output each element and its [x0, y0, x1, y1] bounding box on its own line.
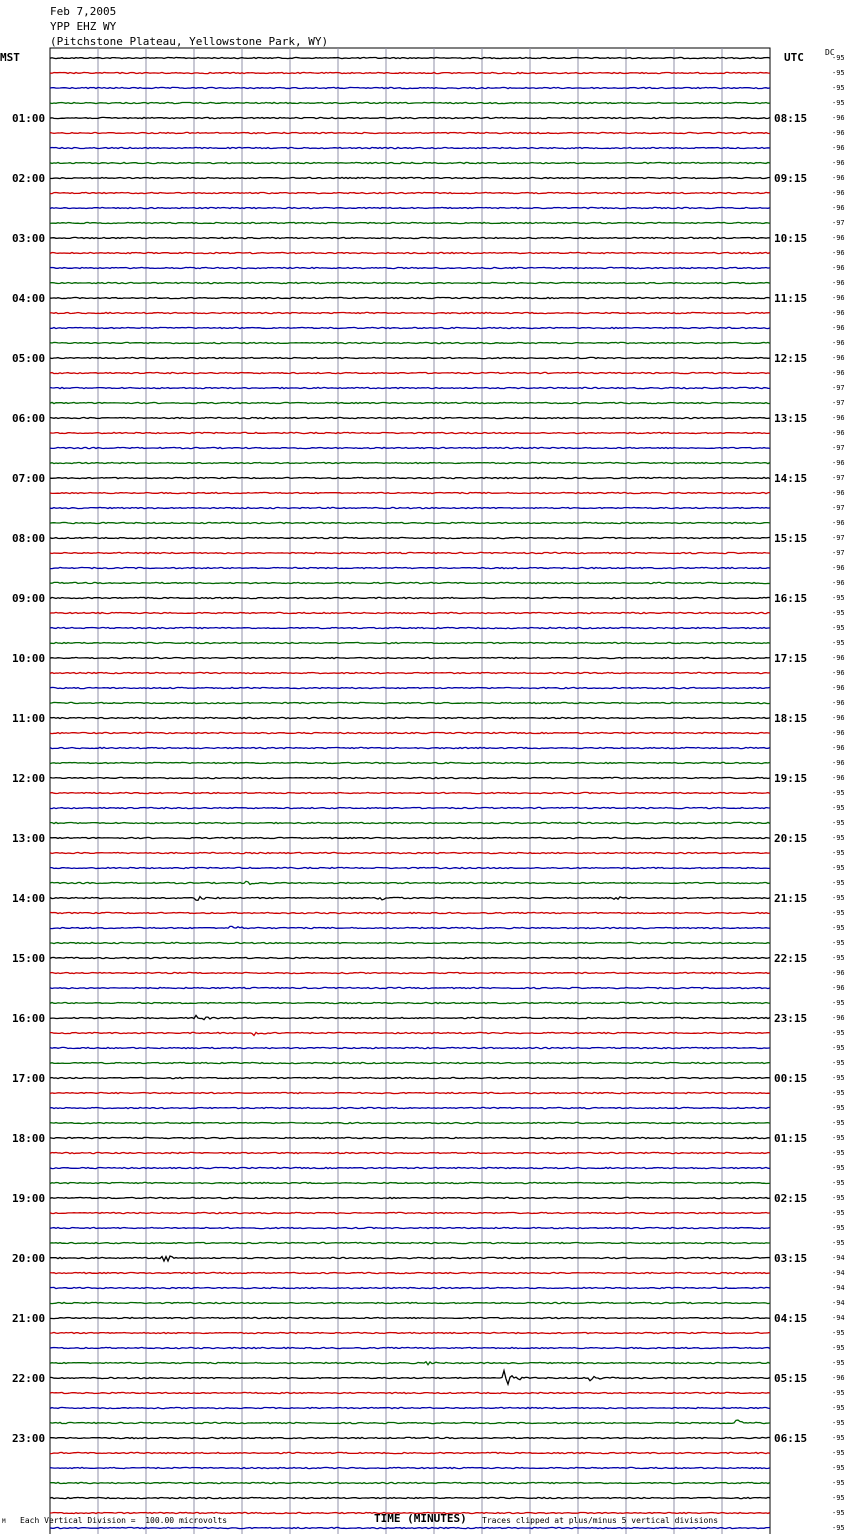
seismic-trace	[50, 357, 770, 358]
dc-offset-value: -96	[832, 969, 845, 977]
dc-offset-value: -96	[832, 654, 845, 662]
dc-offset-header: DC	[825, 48, 835, 57]
mst-hour-label: 01:00	[12, 112, 46, 125]
dc-offset-value: -95	[832, 999, 845, 1007]
dc-offset-value: -96	[832, 1374, 845, 1382]
dc-offset-value: -95	[832, 639, 845, 647]
utc-hour-label: 13:15	[774, 412, 808, 425]
seismic-trace	[50, 1467, 770, 1468]
dc-offset-value: -95	[832, 1494, 845, 1502]
utc-hour-label: 01:15	[774, 1132, 808, 1145]
utc-hour-label: 05:15	[774, 1372, 808, 1385]
utc-hour-label: 08:15	[774, 112, 808, 125]
dc-offset-value: -95	[832, 1464, 845, 1472]
dc-offset-value: -95	[832, 1479, 845, 1487]
seismic-trace	[50, 912, 770, 913]
utc-hour-label: 16:15	[774, 592, 808, 605]
mst-hour-label: 06:00	[12, 412, 46, 425]
dc-offset-value: -95	[832, 1509, 845, 1517]
seismic-trace	[50, 57, 770, 58]
utc-hour-label: 14:15	[774, 472, 808, 485]
seismic-trace	[50, 642, 770, 643]
seismic-trace	[50, 1256, 770, 1261]
seismic-trace	[50, 1167, 770, 1168]
mst-hour-label: 22:00	[12, 1372, 46, 1385]
utc-hour-label: 18:15	[774, 712, 808, 725]
dc-offset-value: -96	[832, 279, 845, 287]
dc-offset-value: -95	[832, 834, 845, 842]
dc-offset-value: -96	[832, 324, 845, 332]
dc-offset-value: -96	[832, 714, 845, 722]
dc-offset-value: -95	[832, 1149, 845, 1157]
plot-frame	[50, 48, 770, 1534]
dc-offset-value: -97	[832, 444, 845, 452]
mst-hour-label: 11:00	[12, 712, 46, 725]
seismic-trace	[50, 162, 770, 163]
seismic-trace	[50, 1077, 770, 1078]
dc-offset-value: -96	[832, 564, 845, 572]
dc-offset-value: -96	[832, 174, 845, 182]
dc-offset-value: -96	[832, 309, 845, 317]
dc-offset-value: -95	[832, 1359, 845, 1367]
seismic-trace	[50, 582, 770, 583]
dc-offset-value: -96	[832, 699, 845, 707]
dc-offset-value: -95	[832, 1029, 845, 1037]
dc-offset-value: -95	[832, 864, 845, 872]
seismic-trace	[50, 1242, 770, 1243]
dc-offset-value: -96	[832, 1014, 845, 1022]
seismic-trace	[50, 1332, 770, 1333]
seismic-trace	[50, 102, 770, 103]
mst-hour-label: 03:00	[12, 232, 46, 245]
seismic-trace	[50, 492, 770, 493]
dc-offset-value: -95	[832, 99, 845, 107]
seismic-trace	[50, 1122, 770, 1123]
dc-offset-value: -95	[832, 54, 845, 62]
seismic-trace	[50, 1452, 770, 1453]
seismic-trace	[50, 1347, 770, 1348]
dc-offset-value: -96	[832, 729, 845, 737]
dc-offset-value: -96	[832, 264, 845, 272]
dc-offset-value: -95	[832, 954, 845, 962]
mst-hour-label: 08:00	[12, 532, 46, 545]
dc-offset-value: -95	[832, 594, 845, 602]
seismic-trace	[50, 402, 770, 403]
right-timezone-label: UTC	[784, 51, 804, 64]
seismic-trace	[50, 1062, 770, 1063]
dc-offset-value: -95	[832, 1389, 845, 1397]
seismic-trace	[50, 792, 770, 793]
clip-note: Traces clipped at plus/minus 5 vertical divisions	[482, 1516, 719, 1525]
seismic-trace	[50, 1227, 770, 1228]
seismic-trace	[50, 447, 770, 448]
station-location: (Pitchstone Plateau, Yellowstone Park, WY)	[50, 35, 329, 48]
scale-note: Each Vertical Division = 100.00 microvolts	[20, 1516, 228, 1525]
dc-offset-value: -96	[832, 144, 845, 152]
seismic-trace	[50, 192, 770, 193]
dc-offset-value: -95	[832, 609, 845, 617]
seismic-trace	[50, 1317, 770, 1318]
mst-hour-label: 04:00	[12, 292, 46, 305]
seismic-trace	[50, 597, 770, 598]
seismic-trace	[50, 222, 770, 223]
dc-offset-value: -97	[832, 534, 845, 542]
seismic-trace	[50, 477, 770, 478]
seismic-trace	[50, 537, 770, 538]
utc-hour-label: 06:15	[774, 1432, 808, 1445]
dc-offset-value: -95	[832, 804, 845, 812]
seismic-trace	[50, 762, 770, 763]
dc-offset-value: -96	[832, 294, 845, 302]
dc-offset-value: -96	[832, 189, 845, 197]
dc-offset-value: -96	[832, 774, 845, 782]
dc-offset-value: -94	[832, 1254, 845, 1262]
seismic-trace	[50, 732, 770, 733]
dc-offset-value: -96	[832, 114, 845, 122]
dc-offset-value: -95	[832, 1419, 845, 1427]
utc-hour-label: 22:15	[774, 952, 808, 965]
seismic-trace	[50, 1272, 770, 1273]
dc-offset-value: -95	[832, 1134, 845, 1142]
dc-offset-value: -96	[832, 159, 845, 167]
utc-hour-label: 17:15	[774, 652, 808, 665]
seismic-trace	[50, 567, 770, 568]
seismic-trace	[50, 1420, 770, 1424]
dc-offset-value: -95	[832, 1059, 845, 1067]
seismic-trace	[50, 1047, 770, 1048]
dc-offset-value: -94	[832, 1269, 845, 1277]
seismic-trace	[50, 1152, 770, 1153]
dc-offset-value: -96	[832, 369, 845, 377]
dc-offset-value: -95	[832, 1224, 845, 1232]
dc-offset-value: -95	[832, 1344, 845, 1352]
seismic-trace	[50, 1015, 770, 1019]
dc-offset-value: -95	[832, 939, 845, 947]
seismic-trace	[50, 147, 770, 148]
seismic-trace	[50, 881, 770, 884]
seismic-trace	[50, 177, 770, 178]
seismic-trace	[50, 747, 770, 748]
seismic-trace	[50, 1137, 770, 1138]
mst-hour-label: 19:00	[12, 1192, 46, 1205]
seismic-trace	[50, 372, 770, 373]
seismic-trace	[50, 522, 770, 523]
seismic-trace	[50, 252, 770, 253]
dc-offset-value: -97	[832, 384, 845, 392]
dc-offset-value: -95	[832, 84, 845, 92]
seismic-trace	[50, 132, 770, 133]
dc-offset-value: -96	[832, 339, 845, 347]
seismic-trace	[50, 1527, 770, 1528]
dc-offset-value: -95	[832, 789, 845, 797]
dc-offset-value: -96	[832, 354, 845, 362]
dc-offset-value: -96	[832, 519, 845, 527]
dc-offset-value: -95	[832, 1239, 845, 1247]
mst-hour-label: 17:00	[12, 1072, 46, 1085]
dc-offset-value: -95	[832, 1044, 845, 1052]
seismic-trace	[50, 1302, 770, 1303]
seismic-trace	[50, 1092, 770, 1093]
seismic-trace	[50, 672, 770, 673]
mst-hour-label: 09:00	[12, 592, 46, 605]
seismic-trace	[50, 117, 770, 118]
dc-offset-value: -96	[832, 579, 845, 587]
dc-offset-value: -96	[832, 249, 845, 257]
seismic-trace	[50, 612, 770, 613]
utc-hour-label: 10:15	[774, 232, 808, 245]
utc-hour-label: 03:15	[774, 1252, 808, 1265]
plot-date: Feb 7,2005	[50, 5, 117, 18]
dc-offset-value: -96	[832, 744, 845, 752]
mst-hour-label: 23:00	[12, 1432, 46, 1445]
dc-offset-value: -95	[832, 1194, 845, 1202]
utc-hour-label: 02:15	[774, 1192, 808, 1205]
mst-hour-label: 12:00	[12, 772, 46, 785]
mst-hour-label: 21:00	[12, 1312, 46, 1325]
dc-offset-value: -97	[832, 219, 845, 227]
dc-offset-value: -97	[832, 399, 845, 407]
dc-offset-value: -95	[832, 819, 845, 827]
utc-hour-label: 21:15	[774, 892, 808, 905]
utc-hour-label: 20:15	[774, 832, 808, 845]
dc-offset-value: -94	[832, 1314, 845, 1322]
utc-hour-label: 11:15	[774, 292, 808, 305]
utc-hour-label: 15:15	[774, 532, 808, 545]
utc-hour-label: 00:15	[774, 1072, 808, 1085]
dc-offset-value: -95	[832, 909, 845, 917]
seismic-trace	[50, 1482, 770, 1483]
seismic-trace	[50, 1287, 770, 1288]
seismic-trace	[50, 687, 770, 688]
mst-hour-label: 13:00	[12, 832, 46, 845]
seismic-trace	[50, 1437, 770, 1438]
seismic-trace	[50, 702, 770, 703]
seismic-trace	[50, 462, 770, 463]
seismic-trace	[50, 822, 770, 823]
seismic-trace	[50, 1197, 770, 1198]
dc-offset-value: -96	[832, 429, 845, 437]
dc-offset-value: -95	[832, 924, 845, 932]
station-code: YPP EHZ WY	[50, 20, 117, 33]
dc-offset-value: -95	[832, 624, 845, 632]
mst-hour-label: 18:00	[12, 1132, 46, 1145]
x-axis-title: TIME (MINUTES)	[374, 1512, 467, 1525]
seismic-trace	[50, 312, 770, 313]
mst-hour-label: 16:00	[12, 1012, 46, 1025]
utc-hour-label: 09:15	[774, 172, 808, 185]
corner-mark: M	[2, 1518, 6, 1525]
dc-offset-value: -96	[832, 459, 845, 467]
mst-hour-label: 20:00	[12, 1252, 46, 1265]
dc-offset-value: -95	[832, 69, 845, 77]
dc-offset-value: -96	[832, 759, 845, 767]
seismic-trace	[50, 1002, 770, 1003]
dc-offset-value: -95	[832, 849, 845, 857]
seismic-trace	[50, 1392, 770, 1393]
seismic-trace	[50, 327, 770, 328]
seismic-trace	[50, 1497, 770, 1498]
mst-hour-label: 15:00	[12, 952, 46, 965]
dc-offset-value: -96	[832, 489, 845, 497]
utc-hour-label: 19:15	[774, 772, 808, 785]
dc-offset-value: -94	[832, 1284, 845, 1292]
utc-hour-label: 12:15	[774, 352, 808, 365]
dc-offset-value: -95	[832, 1119, 845, 1127]
seismic-trace	[50, 552, 770, 553]
dc-offset-value: -96	[832, 234, 845, 242]
seismic-trace	[50, 777, 770, 778]
seismic-trace	[50, 207, 770, 208]
seismic-trace	[50, 1407, 770, 1408]
dc-offset-value: -97	[832, 504, 845, 512]
seismic-trace	[50, 926, 770, 928]
dc-offset-value: -95	[832, 1179, 845, 1187]
seismic-trace	[50, 267, 770, 268]
dc-offset-value: -96	[832, 669, 845, 677]
seismic-trace	[50, 657, 770, 658]
dc-offset-value: -96	[832, 204, 845, 212]
seismic-trace	[50, 1371, 770, 1385]
seismic-trace	[50, 807, 770, 808]
dc-offset-value: -97	[832, 474, 845, 482]
dc-offset-value: -95	[832, 1209, 845, 1217]
seismic-trace	[50, 282, 770, 283]
dc-offset-value: -95	[832, 1074, 845, 1082]
dc-offset-value: -94	[832, 1299, 845, 1307]
seismic-trace	[50, 987, 770, 988]
dc-offset-value: -95	[832, 1404, 845, 1412]
seismic-trace	[50, 1362, 770, 1365]
seismic-trace	[50, 1182, 770, 1183]
dc-offset-value: -95	[832, 1104, 845, 1112]
seismic-trace	[50, 627, 770, 628]
seismic-trace	[50, 342, 770, 343]
seismic-trace	[50, 942, 770, 943]
seismic-trace	[50, 87, 770, 88]
seismic-trace	[50, 507, 770, 508]
dc-offset-value: -95	[832, 879, 845, 887]
mst-hour-label: 05:00	[12, 352, 46, 365]
seismic-trace	[50, 297, 770, 298]
seismic-trace	[50, 717, 770, 718]
seismic-trace	[50, 852, 770, 853]
dc-offset-value: -97	[832, 549, 845, 557]
dc-offset-value: -95	[832, 894, 845, 902]
dc-offset-value: -95	[832, 1089, 845, 1097]
dc-offset-value: -96	[832, 984, 845, 992]
dc-offset-value: -95	[832, 1524, 845, 1532]
left-timezone-label: MST	[0, 51, 20, 64]
mst-hour-label: 14:00	[12, 892, 46, 905]
dc-offset-value: -95	[832, 1329, 845, 1337]
dc-offset-value: -95	[832, 1449, 845, 1457]
seismic-trace	[50, 867, 770, 868]
seismic-trace	[50, 957, 770, 958]
mst-hour-label: 07:00	[12, 472, 46, 485]
dc-offset-value: -95	[832, 1434, 845, 1442]
seismic-trace	[50, 1032, 770, 1035]
utc-hour-label: 23:15	[774, 1012, 808, 1025]
dc-offset-value: -95	[832, 1164, 845, 1172]
mst-hour-label: 02:00	[12, 172, 46, 185]
dc-offset-value: -96	[832, 684, 845, 692]
seismic-trace	[50, 837, 770, 838]
seismic-trace	[50, 432, 770, 433]
dc-offset-value: -96	[832, 414, 845, 422]
seismic-trace	[50, 417, 770, 418]
seismic-trace	[50, 72, 770, 73]
seismic-trace	[50, 237, 770, 238]
seismic-trace	[50, 972, 770, 973]
seismic-trace	[50, 1107, 770, 1108]
seismic-trace	[50, 1212, 770, 1213]
seismic-trace	[50, 387, 770, 388]
mst-hour-label: 10:00	[12, 652, 46, 665]
dc-offset-value: -96	[832, 129, 845, 137]
seismic-trace	[50, 897, 770, 901]
utc-hour-label: 04:15	[774, 1312, 808, 1325]
